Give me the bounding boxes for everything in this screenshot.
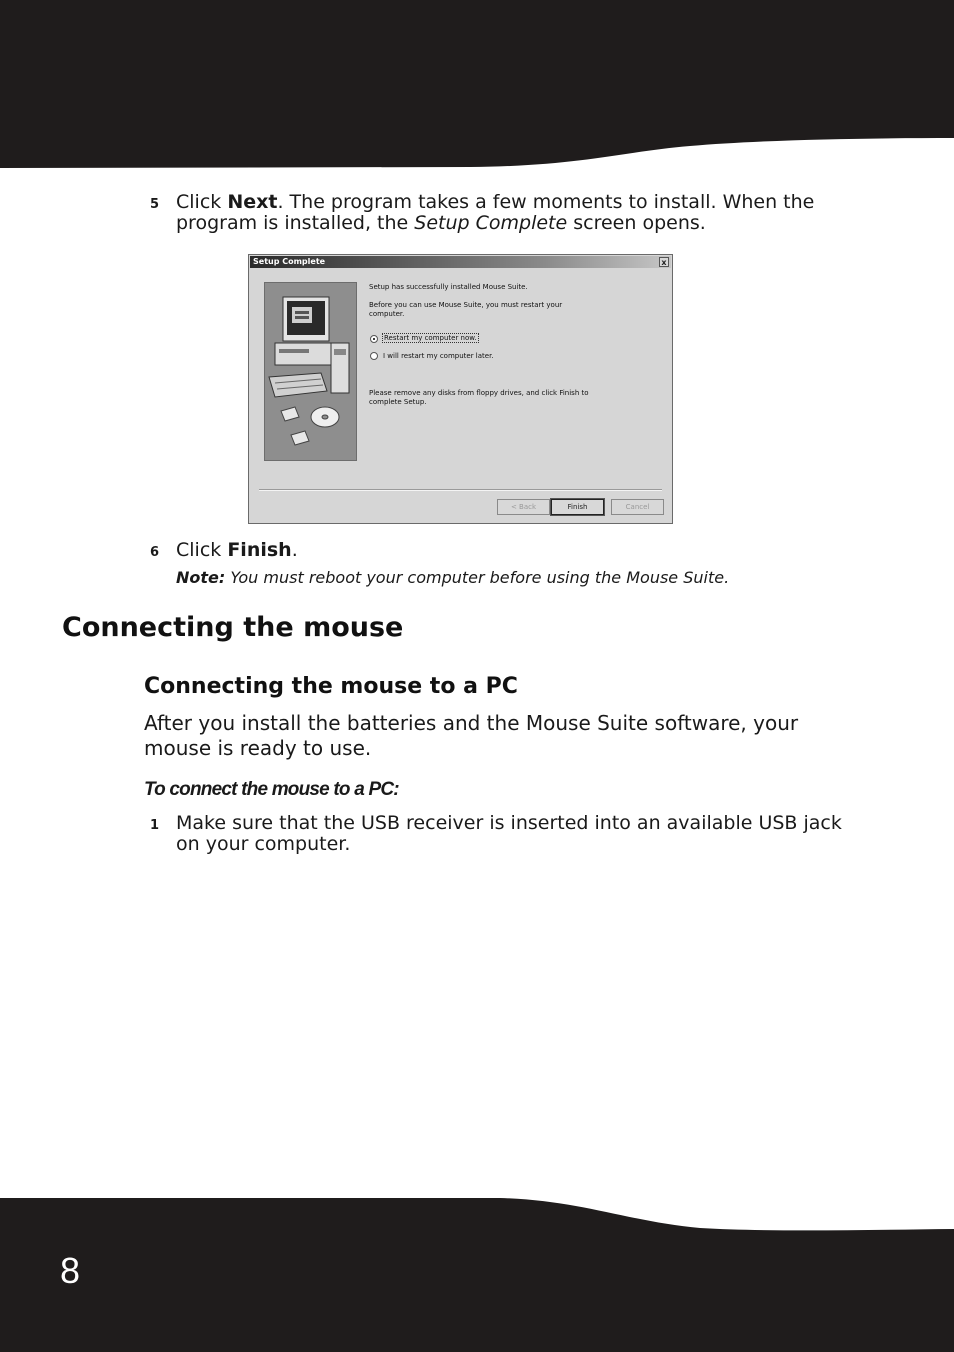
note bbox=[176, 568, 729, 587]
step-5 bbox=[150, 192, 870, 234]
step-number: 5 bbox=[150, 197, 160, 212]
footer-band bbox=[0, 1196, 954, 1352]
step-number: 1 bbox=[150, 818, 160, 833]
note-label: Note: bbox=[176, 568, 226, 587]
restart-required-text: Before you can use Mouse Suite, you must restart your computer. bbox=[369, 301, 563, 318]
procedure-heading: To connect the mouse to a PC: bbox=[144, 779, 399, 800]
back-button[interactable]: < Back bbox=[497, 499, 550, 515]
restart-later-radio[interactable] bbox=[370, 352, 378, 360]
page-number: 8 bbox=[60, 1250, 81, 1291]
computer-disks-icon bbox=[265, 283, 356, 460]
step-number: 6 bbox=[150, 545, 160, 560]
setup-complete-dialog bbox=[248, 254, 673, 524]
close-icon[interactable]: x bbox=[659, 257, 669, 267]
success-text: Setup has successfully installed Mouse Suite. bbox=[369, 283, 528, 291]
dialog-separator bbox=[259, 489, 662, 491]
restart-now-radio[interactable] bbox=[370, 335, 378, 343]
note-text: You must reboot your computer before using the Mouse Suite. bbox=[225, 568, 730, 587]
step-6 bbox=[150, 540, 870, 561]
cancel-button[interactable]: Cancel bbox=[611, 499, 664, 515]
step-text: Make sure that the USB receiver is inserted into an available USB jack on your computer. bbox=[176, 812, 842, 855]
intro-paragraph: After you install the batteries and the Mouse Suite software, your mouse is ready to use. bbox=[144, 711, 799, 760]
restart-later-label[interactable]: I will restart my computer later. bbox=[383, 352, 494, 360]
finish-button[interactable]: Finish bbox=[551, 499, 604, 515]
restart-now-label[interactable]: Restart my computer now. bbox=[384, 334, 477, 342]
step-text: Click Next. The program takes a few moments to install. When the program is installed, the Setup Complete screen opens. bbox=[176, 191, 815, 234]
dialog-titlebar bbox=[250, 256, 671, 268]
subsection-title: Connecting the mouse to a PC bbox=[144, 674, 518, 699]
step-text: Click Finish. bbox=[176, 539, 298, 561]
header-band bbox=[0, 0, 954, 170]
dialog-title: Setup Complete bbox=[253, 257, 326, 266]
step-1 bbox=[150, 813, 870, 855]
section-title: Connecting the mouse bbox=[62, 612, 404, 643]
remove-disks-text: Please remove any disks from floppy drives, and click Finish to complete Setup. bbox=[369, 389, 589, 406]
setup-illustration bbox=[264, 282, 357, 461]
